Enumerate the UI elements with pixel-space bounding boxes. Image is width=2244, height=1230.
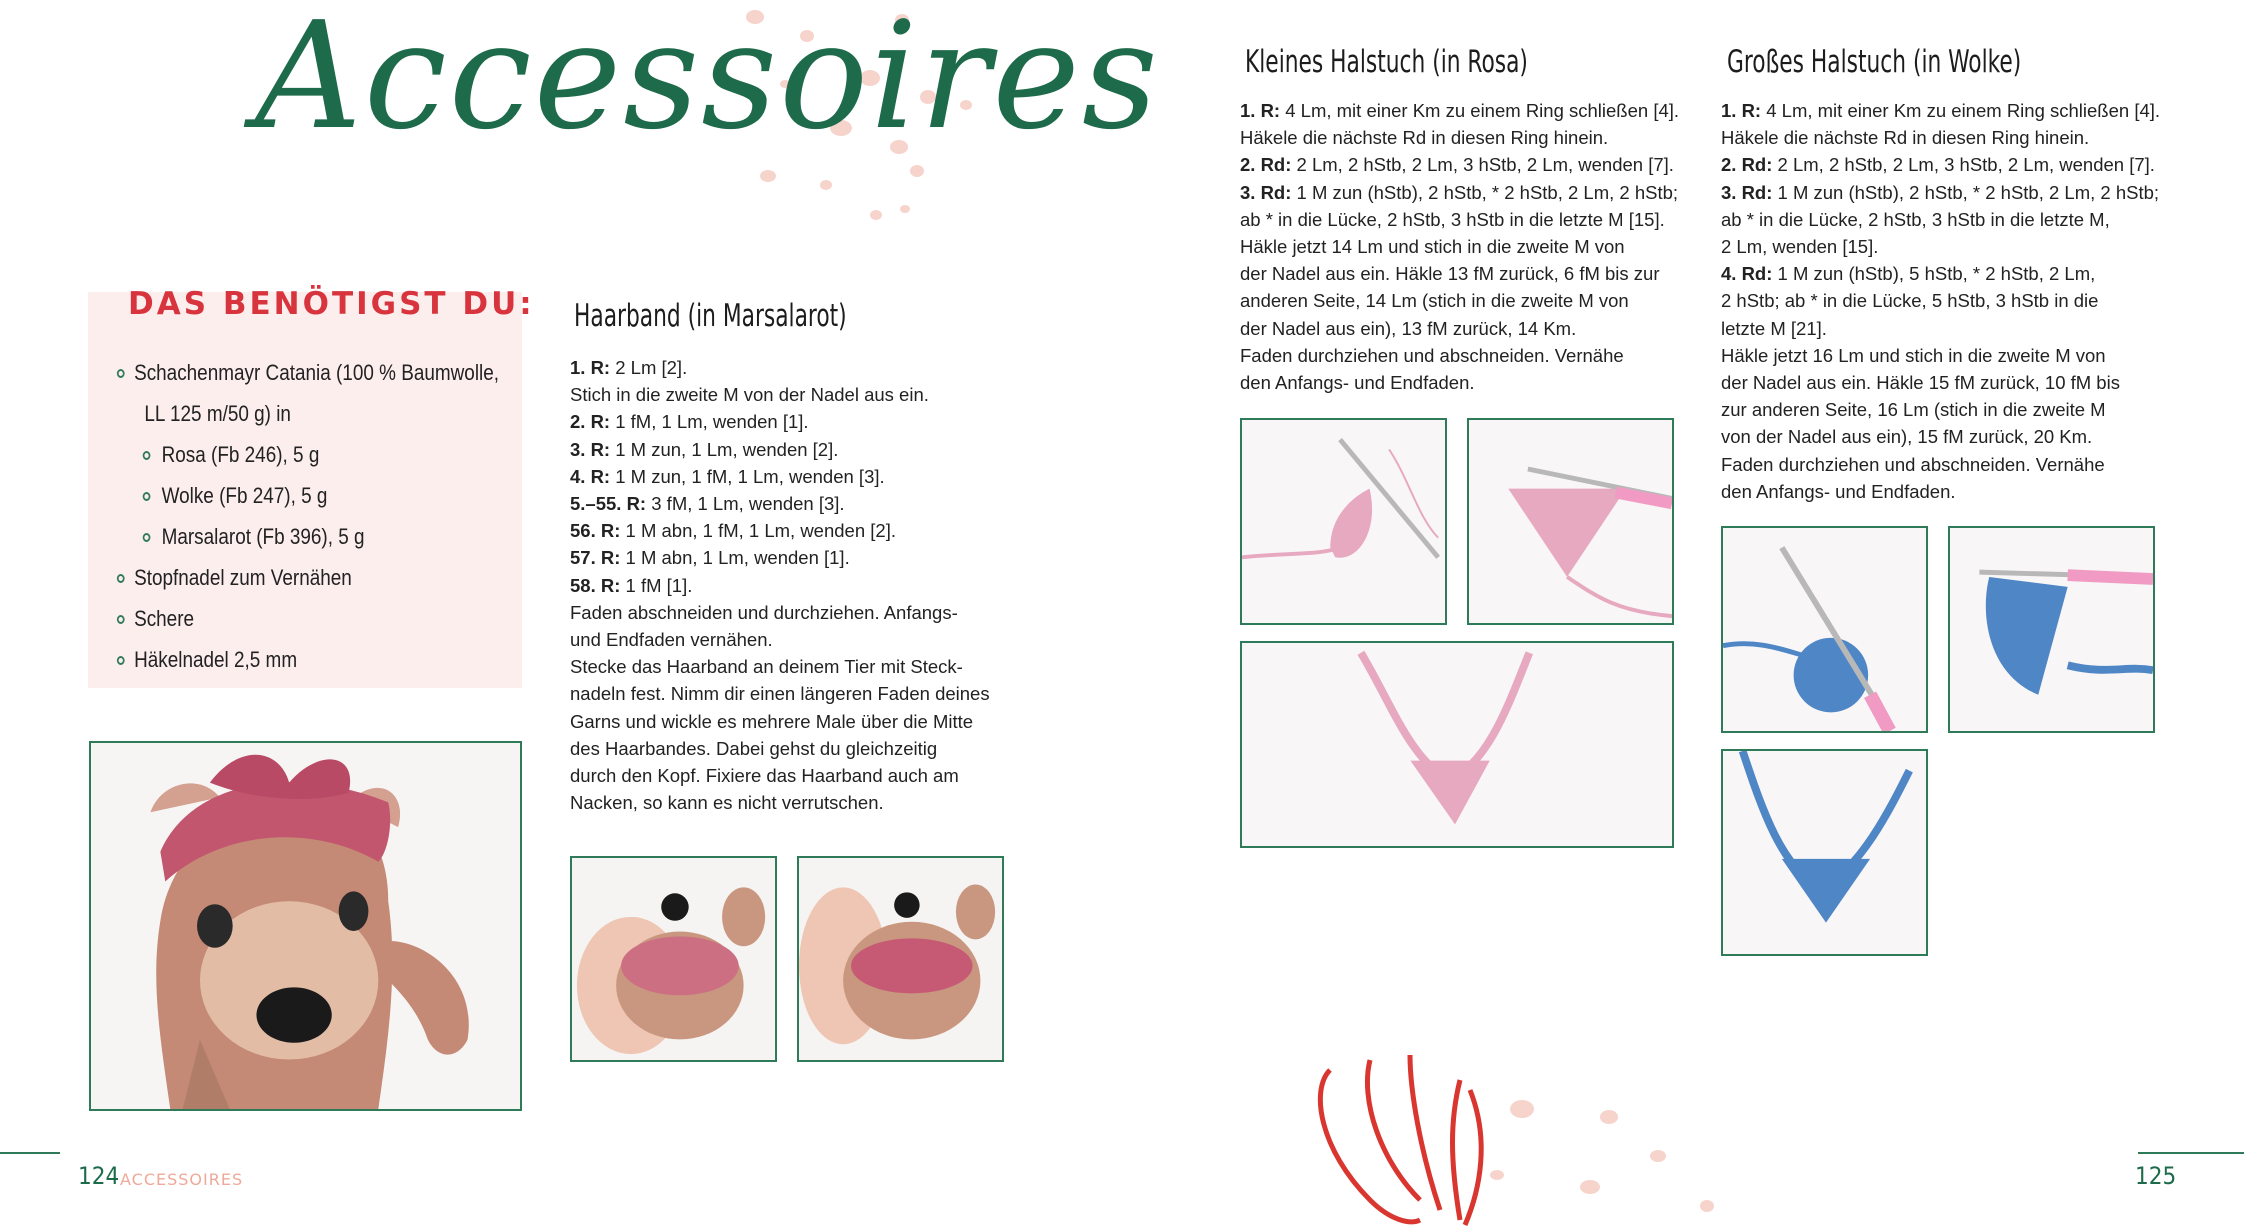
page-number-right: 125 <box>2135 1162 2177 1190</box>
instruction-line <box>1721 478 2201 505</box>
materials-item-text: Rosa (Fb 246), 5 g <box>161 442 320 467</box>
instruction-line <box>570 381 1010 408</box>
instruction-line <box>570 436 1010 463</box>
instruction-text: Stich in die zweite M von der Nadel aus ein. <box>570 384 929 406</box>
page-title: Accessoires <box>255 0 1160 162</box>
instruction-line <box>1240 260 1700 287</box>
instruction-line <box>570 626 1010 653</box>
instruction-text: und Endfaden vernähen. <box>570 629 773 651</box>
instruction-text: Faden durchziehen und abschneiden. Vernähe <box>1721 453 2105 475</box>
instruction-text: Nacken, so kann es nicht verrutschen. <box>570 792 884 814</box>
instruction-line <box>1721 179 2201 206</box>
footer-rule-left <box>0 1152 60 1154</box>
instruction-line <box>570 517 1010 544</box>
materials-item <box>110 639 454 680</box>
materials-heading: DAS BENÖTIGST DU: <box>128 286 535 322</box>
materials-list <box>110 352 510 680</box>
instruction-row-label: 3. R: <box>570 438 611 460</box>
materials-item <box>110 598 454 639</box>
instruction-line <box>1240 179 1700 206</box>
instruction-row-label: 2. R: <box>570 411 611 433</box>
instruction-line <box>1721 396 2201 423</box>
instruction-row-label: 4. R: <box>570 465 611 487</box>
materials-item <box>110 516 454 557</box>
grosses-halstuch-instructions <box>1721 97 2201 505</box>
instruction-row-label: 3. Rd: <box>1721 181 1773 203</box>
instruction-line <box>1721 206 2201 233</box>
bullet-icon <box>143 492 151 501</box>
instruction-text: 3 fM, 1 Lm, wenden [3]. <box>646 493 845 515</box>
instruction-line <box>1721 260 2201 287</box>
instruction-line <box>570 789 1010 816</box>
instruction-line <box>570 762 1010 789</box>
instruction-row-label: 2. Rd: <box>1721 154 1773 176</box>
instruction-line <box>570 599 1010 626</box>
instruction-row-label: 5.–55. R: <box>570 493 647 515</box>
instruction-line <box>1721 233 2201 260</box>
instruction-row-label: 56. R: <box>570 520 621 542</box>
instruction-text: Garns und wickle es mehrere Male über die Mitte <box>570 710 974 732</box>
instruction-text: 1 M zun, 1 Lm, wenden [2]. <box>610 438 839 460</box>
instruction-text: letzte M [21]. <box>1721 317 1827 339</box>
instruction-line <box>1721 151 2201 178</box>
instruction-text: 1 fM, 1 Lm, wenden [1]. <box>610 411 809 433</box>
instruction-line <box>570 653 1010 680</box>
instruction-line <box>1240 315 1700 342</box>
instruction-text: Stecke das Haarband an deinem Tier mit Steck- <box>570 656 963 678</box>
instruction-text: Häkele die nächste Rd in diesen Ring hinein. <box>1240 127 1609 149</box>
instruction-text: 2 Lm [2]. <box>610 357 688 378</box>
materials-item-text: Häkelnadel 2,5 mm <box>134 647 298 672</box>
instruction-line <box>570 463 1010 490</box>
instruction-text: den Anfangs- und Endfaden. <box>1240 372 1475 394</box>
instruction-line <box>570 544 1010 571</box>
instruction-line <box>1240 124 1700 151</box>
materials-item-text: Stopfnadel zum Vernähen <box>134 565 352 590</box>
kleines-halstuch-heading: Kleines Halstuch (in Rosa) <box>1245 44 1528 80</box>
materials-item-text: Marsalarot (Fb 396), 5 g <box>161 524 365 549</box>
running-head: ACCESSOIRES <box>120 1170 244 1189</box>
instruction-row-label: 1. R: <box>570 357 611 378</box>
instruction-text: von der Nadel aus ein), 15 fM zurück, 20 Km. <box>1721 426 2093 448</box>
kleines-halstuch-photo-3 <box>1240 641 1674 848</box>
instruction-text: durch den Kopf. Fixiere das Haarband auch am <box>570 765 959 787</box>
instruction-line <box>570 735 1010 762</box>
instruction-line <box>1721 287 2201 314</box>
instruction-text: der Nadel aus ein), 13 fM zurück, 14 Km. <box>1240 317 1577 339</box>
instruction-text: 1 M zun (hStb), 5 hStb, * 2 hStb, 2 Lm, <box>1772 263 2096 285</box>
instruction-line <box>1721 423 2201 450</box>
haarband-heading: Haarband (in Marsalarot) <box>574 298 847 334</box>
instruction-row-label: 58. R: <box>570 574 621 596</box>
instruction-line <box>1240 342 1700 369</box>
bullet-icon <box>143 451 151 460</box>
materials-item <box>110 475 454 516</box>
decorative-dots-bottom <box>1400 1050 1800 1230</box>
grosses-halstuch-photo-3 <box>1721 749 1928 956</box>
instruction-text: Häkle jetzt 16 Lm und stich in die zweite M von <box>1721 344 2106 366</box>
instruction-line <box>1721 97 2201 124</box>
materials-item-text: Wolke (Fb 247), 5 g <box>161 483 328 508</box>
materials-item <box>110 352 500 393</box>
instruction-line <box>1240 151 1700 178</box>
bear-photo <box>89 741 522 1111</box>
instruction-text: ab * in die Lücke, 2 hStb, 3 hStb in die letzte M, <box>1721 208 2110 230</box>
instruction-line <box>1240 206 1700 233</box>
instruction-line <box>570 680 1010 707</box>
instruction-text: 4 Lm, mit einer Km zu einem Ring schließen [4]. <box>1280 100 1680 121</box>
instruction-text: 2 hStb; ab * in die Lücke, 5 hStb, 3 hStb in die <box>1721 290 2099 312</box>
instruction-line <box>1721 315 2201 342</box>
instruction-text: Häkele die nächste Rd in diesen Ring hinein. <box>1721 127 2090 149</box>
instruction-text: Faden durchziehen und abschneiden. Vernähe <box>1240 344 1624 366</box>
instruction-line <box>1240 369 1700 396</box>
instruction-line <box>570 354 1010 381</box>
instruction-text: ab * in die Lücke, 2 hStb, 3 hStb in die letzte M [15]. <box>1240 208 1665 230</box>
kleines-halstuch-photo-2 <box>1467 418 1674 625</box>
instruction-text: 2 Lm, 2 hStb, 2 Lm, 3 hStb, 2 Lm, wenden [7]. <box>1291 154 1674 176</box>
instruction-text: nadeln fest. Nimm dir einen längeren Faden deines <box>570 683 990 705</box>
instruction-row-label: 1. R: <box>1240 100 1281 121</box>
instruction-line <box>570 408 1010 435</box>
haarband-step-photo-2 <box>797 856 1004 1062</box>
instruction-text: 2 Lm, wenden [15]. <box>1721 236 1879 258</box>
instruction-text: Häkle jetzt 14 Lm und stich in die zweite M von <box>1240 236 1625 258</box>
bullet-icon <box>117 574 125 583</box>
instruction-line <box>570 708 1010 735</box>
instruction-text: der Nadel aus ein. Häkle 15 fM zurück, 10 fM bis <box>1721 372 2120 394</box>
kleines-halstuch-instructions <box>1240 97 1700 396</box>
instruction-text: 1 M zun, 1 fM, 1 Lm, wenden [3]. <box>610 465 885 487</box>
instruction-row-label: 2. Rd: <box>1240 154 1292 176</box>
instruction-text: 1 M abn, 1 fM, 1 Lm, wenden [2]. <box>620 520 896 542</box>
kleines-halstuch-photo-1 <box>1240 418 1447 625</box>
instruction-line <box>1240 97 1700 124</box>
instruction-line <box>570 490 1010 517</box>
footer-rule-right <box>2138 1152 2244 1154</box>
instruction-line <box>1240 287 1700 314</box>
grosses-halstuch-heading: Großes Halstuch (in Wolke) <box>1727 44 2022 80</box>
materials-item-text: LL 125 m/50 g) in <box>144 401 291 426</box>
instruction-text: den Anfangs- und Endfaden. <box>1721 480 1956 502</box>
instruction-text: 1 M abn, 1 Lm, wenden [1]. <box>620 547 850 569</box>
instruction-text: 4 Lm, mit einer Km zu einem Ring schließen [4]. <box>1761 100 2161 121</box>
bullet-icon <box>117 369 125 378</box>
instruction-line <box>1721 342 2201 369</box>
instruction-line <box>1240 233 1700 260</box>
instruction-line <box>1721 124 2201 151</box>
bullet-icon <box>143 533 151 542</box>
instruction-row-label: 3. Rd: <box>1240 181 1292 203</box>
haarband-instructions <box>570 354 1010 816</box>
instruction-text: des Haarbandes. Dabei gehst du gleichzeitig <box>570 737 938 759</box>
instruction-text: 2 Lm, 2 hStb, 2 Lm, 3 hStb, 2 Lm, wenden [7]. <box>1772 154 2155 176</box>
instruction-text: 1 fM [1]. <box>620 574 693 596</box>
instruction-row-label: 1. R: <box>1721 100 1762 121</box>
materials-item <box>110 434 454 475</box>
instruction-row-label: 4. Rd: <box>1721 263 1773 285</box>
instruction-text: 1 M zun (hStb), 2 hStb, * 2 hStb, 2 Lm, 2 hStb; <box>1291 181 1679 203</box>
instruction-text: zur anderen Seite, 16 Lm (stich in die zweite M <box>1721 399 2106 421</box>
page-number-left: 124 <box>78 1162 120 1190</box>
instruction-line <box>1721 451 2201 478</box>
instruction-text: der Nadel aus ein. Häkle 13 fM zurück, 6 fM bis zur <box>1240 263 1660 285</box>
instruction-row-label: 57. R: <box>570 547 621 569</box>
instruction-text: anderen Seite, 14 Lm (stich in die zweite M von <box>1240 290 1629 312</box>
materials-item-text: Schere <box>134 606 195 631</box>
materials-item-text: Schachenmayr Catania (100 % Baumwolle, <box>134 360 500 385</box>
grosses-halstuch-photo-2 <box>1948 526 2155 733</box>
grosses-halstuch-photo-1 <box>1721 526 1928 733</box>
materials-item <box>110 557 454 598</box>
instruction-text: 1 M zun (hStb), 2 hStb, * 2 hStb, 2 Lm, 2 hStb; <box>1772 181 2160 203</box>
instruction-line <box>1721 369 2201 396</box>
instruction-text: Faden abschneiden und durchziehen. Anfangs- <box>570 601 958 623</box>
haarband-step-photo-1 <box>570 856 777 1062</box>
instruction-line <box>570 572 1010 599</box>
materials-item <box>110 393 454 434</box>
bullet-icon <box>117 656 125 665</box>
bullet-icon <box>117 615 125 624</box>
